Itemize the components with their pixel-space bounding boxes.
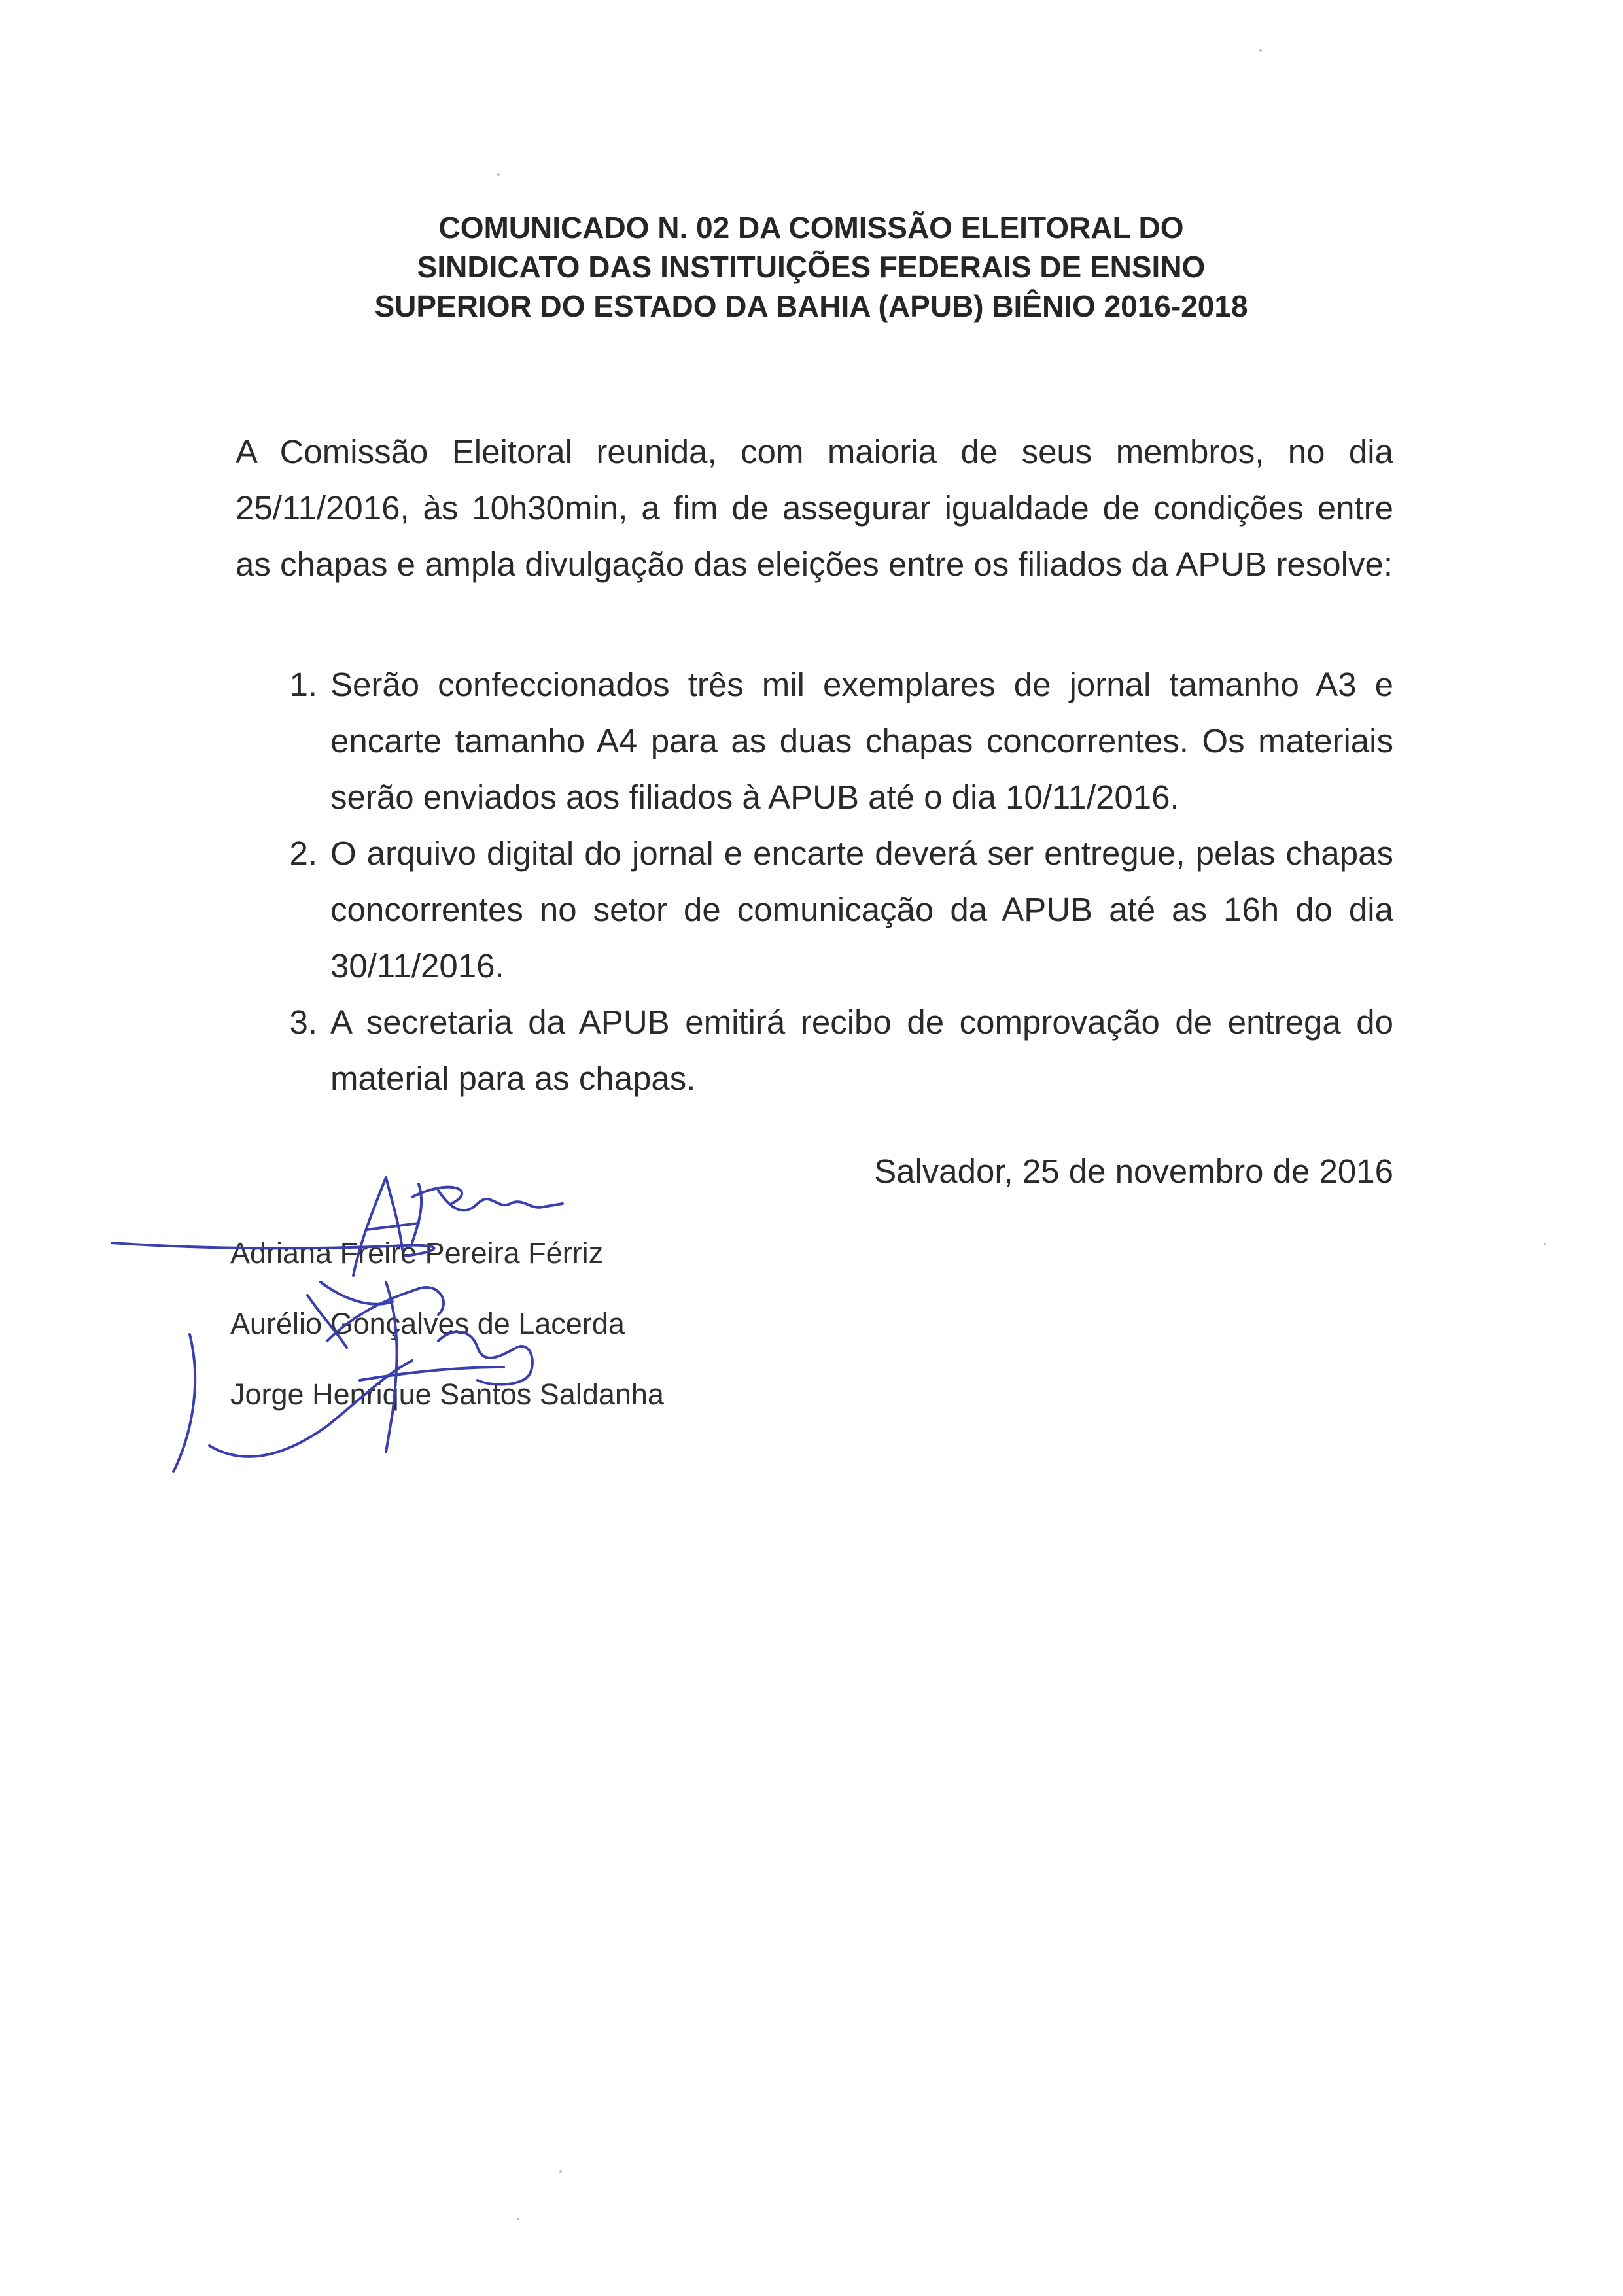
scan-speck [559, 2170, 562, 2173]
list-item-text: A secretaria da APUB emitirá recibo de comprovação de entrega do material para as chapas. [330, 1003, 1393, 1097]
signer-name: Aurélio Gonçalves de Lacerda [230, 1307, 625, 1340]
resolution-list [289, 657, 1393, 1107]
list-item [289, 826, 1393, 994]
scan-speck [517, 2218, 519, 2220]
signer-list [230, 1218, 664, 1430]
scan-speck [1259, 49, 1262, 52]
signer-name: Adriana Freire Pereira Férriz [230, 1236, 604, 1270]
title-line-1: COMUNICADO N. 02 DA COMISSÃO ELEITORAL DO [438, 211, 1184, 245]
list-item-number: 1. [289, 666, 317, 703]
intro-paragraph: A Comissão Eleitoral reunida, com maioria de seus membros, no dia 25/11/2016, às 10h30min, a fim de assegurar igualdade de condições entre as chapas e ampla divulgação das eleições entre os filiados da APUB resolve: [236, 433, 1393, 583]
list-item [289, 657, 1393, 826]
title-line-3: SUPERIOR DO ESTADO DA BAHIA (APUB) BIÊNIO 2016-2018 [374, 289, 1248, 323]
title-line-2: SINDICATO DAS INSTITUIÇÕES FEDERAIS DE ENSINO [417, 250, 1206, 284]
list-item-text: Serão confeccionados três mil exemplares de jornal tamanho A3 e encarte tamanho A4 para as duas chapas concorrentes. Os materiais serão enviados aos filiados à APUB até o dia 10/11/2016. [330, 666, 1393, 816]
list-item-number: 3. [289, 1003, 317, 1041]
list-item [289, 994, 1393, 1107]
signer-name: Jorge Henrique Santos Saldanha [230, 1378, 664, 1411]
list-item-number: 2. [289, 835, 317, 872]
scan-speck [497, 173, 500, 176]
place-and-date: Salvador, 25 de novembro de 2016 [874, 1153, 1393, 1190]
list-item-text: O arquivo digital do jornal e encarte deverá ser entregue, pelas chapas concorrentes no setor de comunicação da APUB até as 16h do dia 30/11/2016. [330, 835, 1393, 984]
scan-speck [1544, 1243, 1546, 1245]
document-title [236, 208, 1387, 326]
